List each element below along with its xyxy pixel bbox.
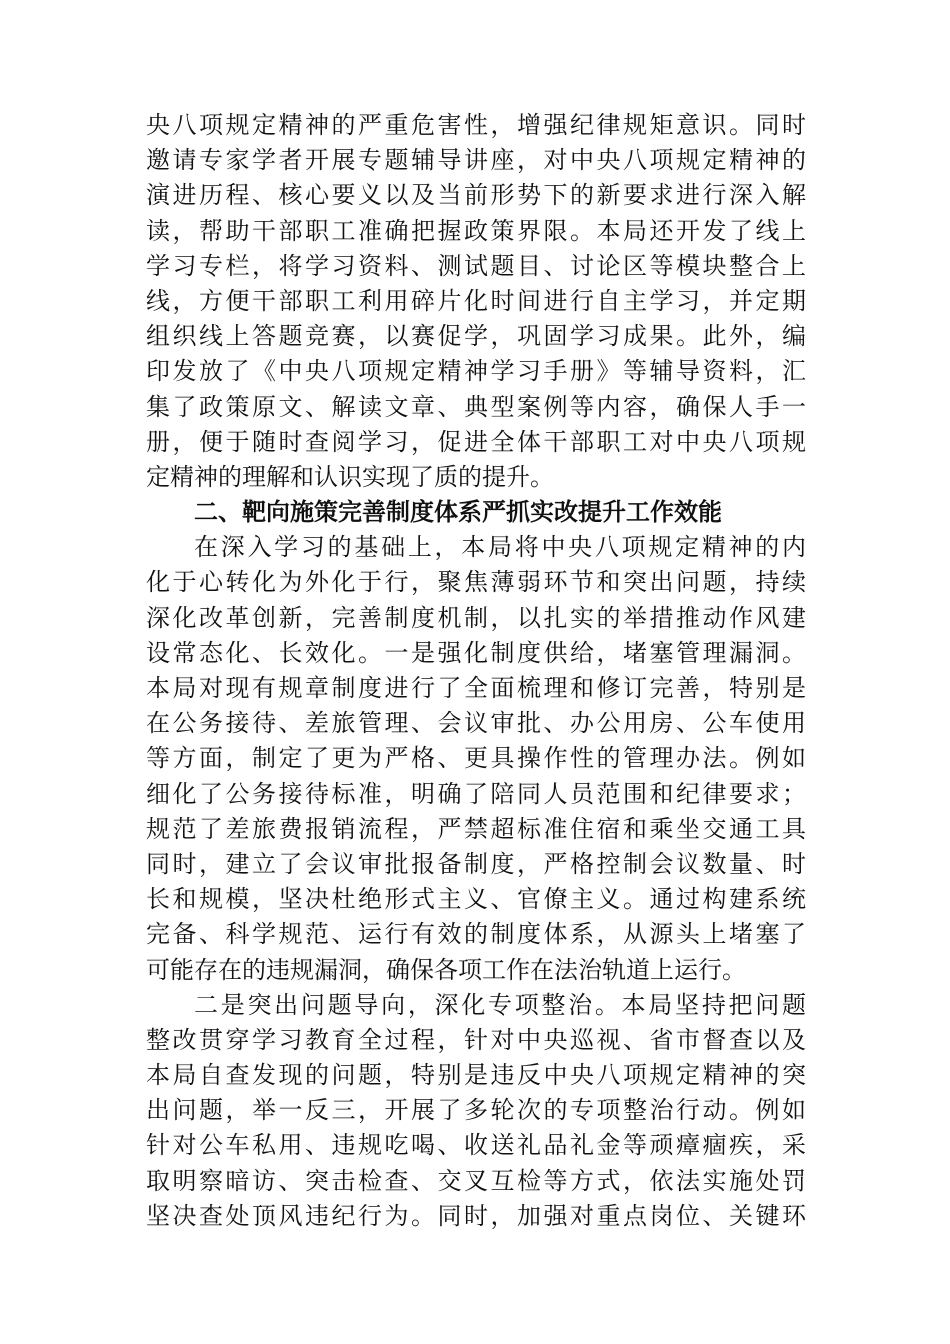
text-line: 坚决查处顶风违纪行为。同时，加强对重点岗位、关键环 <box>146 1201 806 1230</box>
text-line: 本局对现有规章制度进行了全面梳理和修订完善，特别是 <box>146 674 806 702</box>
text-line: 整改贯穿学习教育全过程，针对中央巡视、省市督查以及 <box>146 1025 806 1054</box>
text-line: 取明察暗访、突击检查、交叉互检等方式，依法实施处罚 <box>146 1166 806 1195</box>
text-line: 设常态化、长效化。一是强化制度供给，堵塞管理漏洞。 <box>146 638 806 667</box>
text-line: 在深入学习的基础上，本局将中央八项规定精神的内 <box>194 533 806 562</box>
text-line: 定精神的理解和认识实现了质的提升。 <box>146 462 554 491</box>
text-line: 学习专栏，将学习资料、测试题目、讨论区等模块整合上 <box>146 251 806 280</box>
text-line: 册，便于随时查阅学习，促进全体干部职工对中央八项规 <box>146 427 806 456</box>
text-line: 规范了差旅费报销流程，严禁超标准住宿和乘坐交通工具 <box>146 814 806 843</box>
document-body <box>146 108 806 1234</box>
text-line: 央八项规定精神的严重危害性，增强纪律规矩意识。同时 <box>146 111 806 139</box>
paragraph-3 <box>146 988 806 1234</box>
text-line: 深化改革创新，完善制度机制，以扎实的举措推动作风建 <box>146 603 806 632</box>
text-line: 化于心转化为外化于行，聚焦薄弱环节和突出问题，持续 <box>146 568 806 597</box>
text-line: 同时，建立了会议审批报备制度，严格控制会议数量、时 <box>146 849 806 878</box>
text-line: 长和规模，坚决杜绝形式主义、官僚主义。通过构建系统 <box>146 885 806 914</box>
text-line: 读，帮助干部职工准确把握政策界限。本局还开发了线上 <box>146 216 806 245</box>
text-line: 等方面，制定了更为严格、更具操作性的管理办法。例如 <box>146 744 806 773</box>
text-line: 可能存在的违规漏洞，确保各项工作在法治轨道上运行。 <box>146 955 746 984</box>
text-line: 组织线上答题竞赛，以赛促学，巩固学习成果。此外，编 <box>146 322 806 351</box>
text-line: 针对公车私用、违规吃喝、收送礼品礼金等顽瘴痼疾，采 <box>146 1131 806 1160</box>
text-line: 邀请专家学者开展专题辅导讲座，对中央八项规定精神的 <box>146 146 806 175</box>
paragraph-2 <box>146 530 806 987</box>
text-line: 完备、科学规范、运行有效的制度体系，从源头上堵塞了 <box>146 920 806 949</box>
paragraph-1 <box>146 108 806 495</box>
text-line: 演进历程、核心要义以及当前形势下的新要求进行深入解 <box>146 181 806 210</box>
text-line: 细化了公务接待标准，明确了陪同人员范围和纪律要求； <box>146 779 806 808</box>
text-line: 出问题，举一反三，开展了多轮次的专项整治行动。例如 <box>146 1096 806 1125</box>
text-line: 二是突出问题导向，深化专项整治。本局坚持把问题 <box>194 990 806 1019</box>
text-line: 线，方便干部职工利用碎片化时间进行自主学习，并定期 <box>146 286 806 315</box>
text-line: 印发放了《中央八项规定精神学习手册》等辅导资料，汇 <box>146 357 806 386</box>
text-line: 本局自查发现的问题，特别是违反中央八项规定精神的突 <box>146 1061 806 1090</box>
text-line: 在公务接待、差旅管理、会议审批、办公用房、公车使用 <box>146 709 806 738</box>
text-line: 集了政策原文、解读文章、典型案例等内容，确保人手一 <box>146 392 806 421</box>
section-heading: 二、靶向施策完善制度体系严抓实改提升工作效能 <box>194 498 722 527</box>
